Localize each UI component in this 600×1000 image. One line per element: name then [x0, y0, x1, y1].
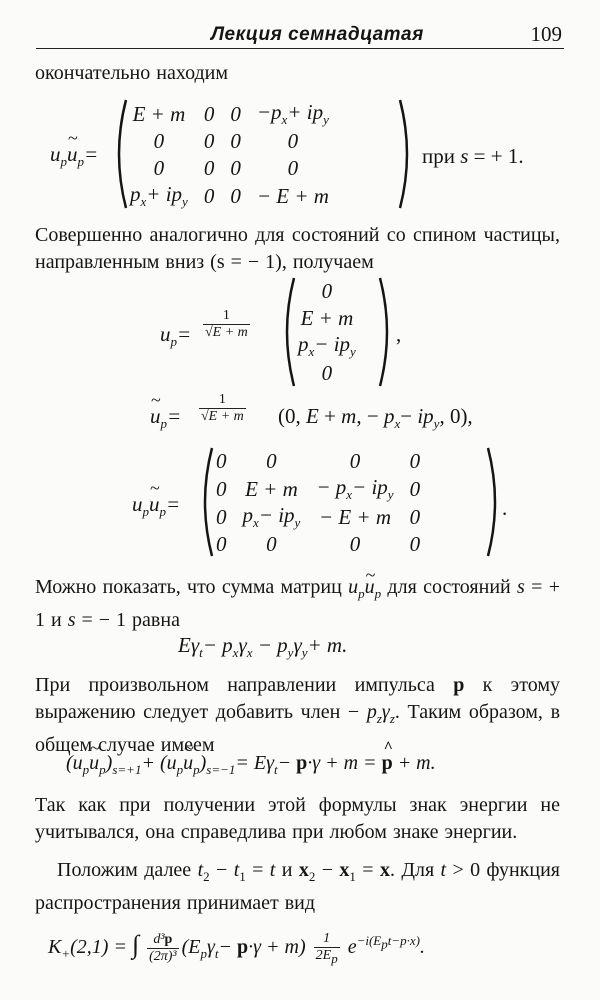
- eq2-cell: 0: [321, 361, 333, 386]
- eq4-cell: 0: [349, 449, 361, 473]
- paragraph-sum-matrices: Можно показать, что сумма матриц $u_p\sim$ $u_p$ для состояний s = + 1 и s = − 1 равна: [35, 574, 560, 634]
- eq1-cell: 0: [230, 101, 241, 126]
- eq4-cell: 0: [409, 532, 421, 557]
- eq4-cell: E + m: [245, 476, 298, 501]
- eq1-matrix: [122, 100, 337, 210]
- eq1-cell: $p_x+ ip_y$: [130, 182, 188, 210]
- eq1-cell: $-p_x+ ip_y$: [256, 100, 329, 128]
- equation-general: ($u_p\sim$ $u_p)_{s=+1}+$ ($u_p\sim$ $u_p)_{s=-1}= E\gamma_t- p\cdot\gamma + m$ = ^ p + m.: [66, 752, 436, 778]
- eq1-cell: − E + m: [256, 183, 329, 208]
- eq4-cell: 0: [216, 504, 227, 529]
- eq3-lhs: ~ $u_p=$: [150, 404, 181, 432]
- eq1-cell: 0: [230, 129, 241, 154]
- eq1-cell: E + m: [132, 101, 186, 126]
- equation-sum: $E\gamma_t- p_x\gamma_x - p_y\gamma_y+ m$.: [178, 633, 348, 661]
- eq4-lhs: $u_p\sim$ $u_p=$: [132, 492, 180, 520]
- chapter-title: Лекция семнадцатая: [211, 24, 424, 45]
- eq4-cell: − E + m: [318, 504, 391, 529]
- paragraph-arbitrary-direction: При произвольном направлении импульса p к этому выражению следует добавить член − $p_z\gamma_z$. Таким образом, в общем случае имеем: [35, 674, 561, 756]
- right-paren: [396, 98, 416, 210]
- eq1-cell: 0: [287, 129, 299, 154]
- running-header: [36, 22, 564, 49]
- eq2-factor-den: √E + m: [205, 325, 248, 340]
- eq1-cell: 0: [287, 156, 299, 181]
- eq2-cell: $p_x- ip_y$: [298, 332, 356, 360]
- eq4-cell: 0: [409, 449, 421, 473]
- eq2-lhs: $u_p=$: [160, 322, 192, 350]
- eq4-cell: 0: [409, 476, 421, 501]
- eq4-matrix: [208, 448, 428, 558]
- eq1-lhs: $u_p\sim$ $u_p=$: [50, 142, 98, 170]
- paragraph-energy-sign: Так как при получении этой формулы знак энергии не учитывался, она справедлива при любом знаке энергии.: [35, 794, 560, 843]
- eq1-cell: 0: [203, 183, 215, 208]
- eq4-cell: 0: [266, 449, 277, 473]
- eq4-cell: 0: [216, 532, 227, 557]
- paragraph-intro: окончательно находим: [35, 62, 229, 84]
- eq4-cell: $p_x- ip_y$: [242, 503, 301, 531]
- eq1-cell: 0: [203, 129, 215, 154]
- right-paren: [484, 446, 504, 558]
- eq2-cell: 0: [321, 279, 333, 303]
- equation-propagator: $K_+(2,1)$ = ∫ $\frac{\text{d³p}}{\text{(2π)³}}$ $(E_p\gamma_t- p\cdot\gamma + m)$ $\frac{1}{2E_p}$ $e^{-i(E_pt-p\cdot x)}$.: [48, 930, 425, 966]
- paragraph-spin-down: Совершенно аналогично для состояний со спином частицы, направленным вниз (s = − 1), получаем: [35, 224, 560, 273]
- eq4-tail: .: [502, 496, 508, 520]
- eq1-cell: 0: [230, 183, 241, 208]
- eq4-cell: 0: [266, 532, 277, 557]
- page-number: 109: [530, 22, 562, 46]
- eq1-condition: при s = + 1.: [422, 144, 524, 168]
- eq4-cell: 0: [349, 532, 361, 557]
- eq4-cell: 0: [409, 504, 421, 529]
- eq2-cell: E + m: [300, 306, 354, 330]
- eq2-tail: ,: [396, 322, 402, 346]
- eq1-cell: 0: [203, 101, 215, 126]
- eq1-cell: 0: [153, 156, 165, 181]
- eq1-cell: 0: [230, 156, 241, 181]
- eq4-cell: 0: [216, 449, 227, 473]
- eq3-row: (0, E + m, − $p_x- ip_y$, 0),: [278, 404, 473, 432]
- eq1-cell: 0: [153, 129, 165, 154]
- eq3-factor: $\frac{1}{√E + m}$: [201, 392, 244, 424]
- eq2-factor-num: 1: [203, 308, 250, 325]
- eq4-cell: 0: [216, 476, 227, 501]
- eq2-column: [290, 278, 364, 387]
- eq4-cell: − $p_x- ip_y$: [316, 475, 394, 503]
- eq1-cell: 0: [203, 156, 215, 181]
- paragraph-propagation: Положим далее $t_2 - t_1 = t$ и $x_2 - x_1 = x$. Для t > 0 функция распространения принимает вид: [35, 859, 561, 914]
- right-paren: [376, 276, 396, 388]
- eq2-factor: [200, 308, 253, 341]
